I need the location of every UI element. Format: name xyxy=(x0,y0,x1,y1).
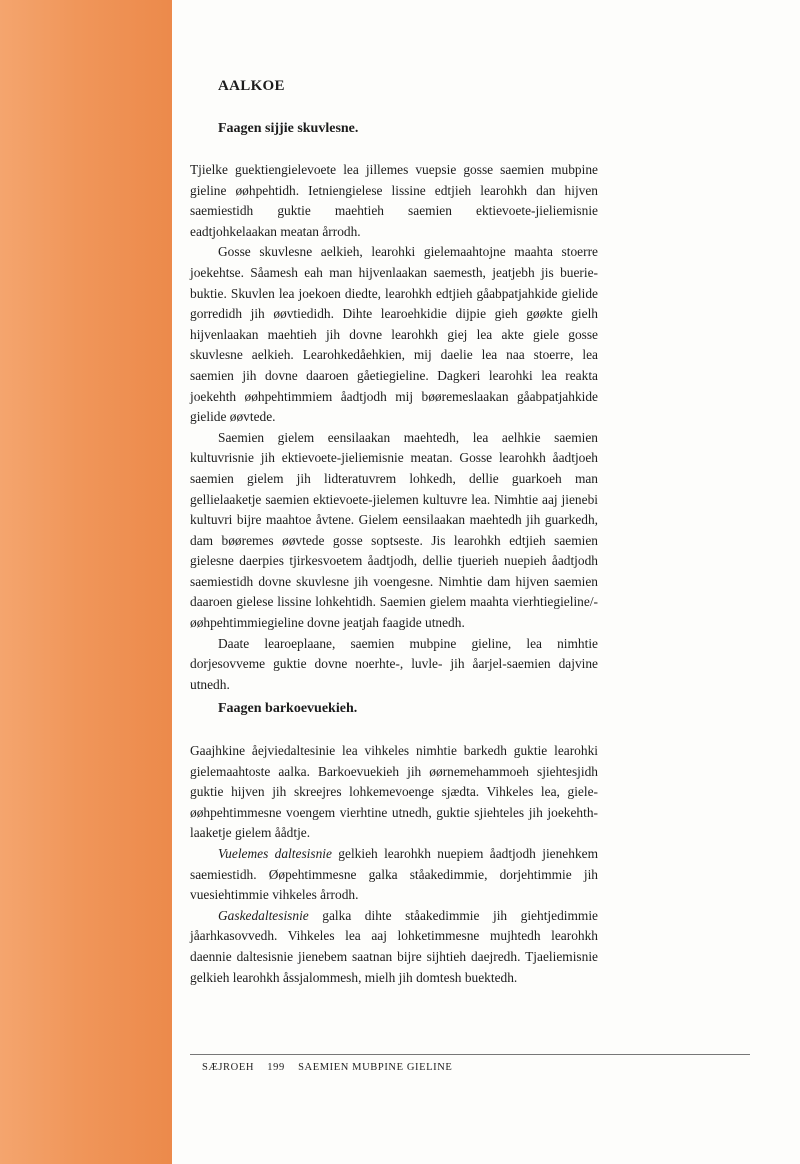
paragraph: Gosse skuvlesne aelkieh, learohki gielemaahtojne maahta stoerre joekehtse. Såamesh eah man hijvenlaakan saemesth, jeatjebh jis buerie-buktie. Skuvlen lea joekoen diedte, learohkh edtjieh gåabpatjahkide gielide gorredidh jih øøvtiedidh. Dihte learoehkidie dijpie gieh gøøkte gielh hijvenlaakan maehtieh jih dovne learohkh giej lea akte giele gosse skuvlesne aelkieh. Learohkedåehkien, mij daelie lea naa stoerre, lea saemien jih dovne daaroen gåetiegieline. Dagkeri learohki lea reakta joekehth øøhpehtimmiem åadtjodh mij bøøremeslaakan gåabpatjahkide gielide øøvtede. xyxy=(190,244,598,425)
section-2-body xyxy=(190,741,598,988)
section-1-title: Faagen sijjie skuvlesne. xyxy=(218,121,359,136)
footer-running-title: SAEMIEN MUBPINE GIELINE xyxy=(298,1062,453,1073)
paragraph: Gaajhkine åejviedaltesinie lea vihkeles nimhtie barkedh guktie learohki gielemaahtoste aalka. Barkoevuekieh jih øørnemehammoeh sjiehtesjidh guktie hijven jih skreejres lohkemevoenge sjædta. Vihkeles lea, giele-øøhpehtimmesne voengem vierhtine utnedh, guktie sjiehteles jih joekehth-laaketje gielem åådtje. xyxy=(190,743,598,841)
paragraph: Daate learoeplaane, saemien mubpine gieline, lea nimhtie dorjesovveme guktie dovne noerhte-, luvle- jih åarjel-saemien dajvine utnedh. xyxy=(190,635,598,692)
chapter-title: AALKOE xyxy=(218,78,285,94)
footer-series: SÆJROEH xyxy=(202,1062,255,1073)
page-number: 199 xyxy=(267,1062,285,1073)
paragraph xyxy=(190,844,598,906)
section-2-title: Faagen barkoevuekieh. xyxy=(218,701,358,716)
running-footer xyxy=(202,1062,462,1073)
section-1-body xyxy=(190,160,598,695)
paragraph-text: gelkieh learohkh nuepiem åadtjodh jienehkem saemiestidh. Øøpehtimmesne galka ståakedimmie, dorjehtimmie jih vuesiehtimmie vihkeles årrodh. xyxy=(190,845,598,903)
paragraph xyxy=(190,906,598,988)
paragraph: Saemien gielem eensilaakan maehtedh, lea aelhkie saemien kultuvrisnie jih ektievoete-jieliemisnie meatan. Gosse learohkh åadtjoeh saemien gielem jih lidteratuvrem lohkedh, dellie guarkoeh man gellielaaketje saemien ektievoete-jielemen kultuvre lea. Nimhtie aaj jienebi kultuvri bijre maahtoe åvtene. Gielem eensilaakan maehtedh jih guarkedh, dam bøøremes øøvtede gosse soptseste. Jis learohkh edtjieh saemien gielesne daerpies tjirkesvoetem åadtjodh, dellie tjuerieh nuepieh åadtjodh saemiestidh dovne skuvlesne jih voengesne. Nimhtie dam hijven saemien daaroen gielese lissine lohkehtidh. Saemien gielem maahta vierhtiegieline/-øøhpehtimmiegieline dovne jeatjah faagide utnedh. xyxy=(190,429,598,631)
italic-lead: Vuelemes daltesisnie xyxy=(218,845,332,861)
paragraph-text: galka dihte ståakedimmie jih giehtjedimmie jåarhkasovvedh. Vihkeles lea aaj lohketimmesne mujhtedh learohkh daennie daltesisnie jienebem saatnan bijre sijhtieh daejredh. Tjaeliemisnie gelkieh learohkh åssjalommesh, mielh jih domtesh buektedh. xyxy=(190,907,598,985)
italic-lead: Gaskedaltesisnie xyxy=(218,907,309,923)
orange-side-band xyxy=(0,0,172,1164)
footer-rule xyxy=(190,1054,750,1055)
paragraph: Tjielke guektiengielevoete lea jillemes vuepsie gosse saemien mubpine gieline øøhpehtidh. Ietniengielese lissine edtjieh learohkh dan hijven saemiestidh guktie maehtieh saemien ektievoete-jieliemisnie eadtjohkelaakan meatan årrodh. xyxy=(190,162,598,239)
